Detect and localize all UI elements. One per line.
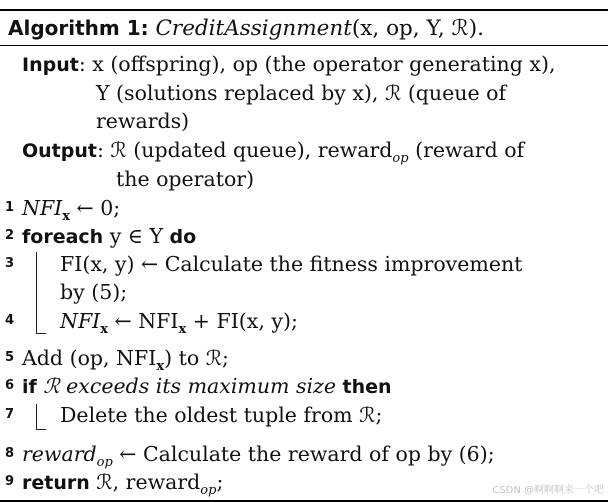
step-8-var: reward	[22, 442, 97, 466]
step-5-sub: x	[156, 359, 165, 375]
line-number: 5	[4, 350, 14, 365]
output-line-2: the operator)	[116, 167, 255, 191]
step-1	[0, 194, 600, 225]
do-keyword: do	[169, 226, 197, 248]
line-number: 8	[4, 446, 14, 461]
if-keyword: if	[22, 376, 37, 398]
line-number: 4	[4, 313, 14, 328]
foreach-body-bar	[36, 252, 37, 334]
step-1-rest: ← 0;	[70, 196, 121, 220]
step-4-var: NFI	[60, 309, 101, 333]
output-line-1-sub: op	[392, 151, 409, 167]
output-line-1: : ℛ (updated queue), reward	[96, 138, 393, 162]
watermark: CSDN @啊啊啊来一个吧	[492, 485, 604, 496]
if-body-bar	[36, 404, 37, 430]
algorithm-name: CreditAssignment	[155, 16, 352, 41]
step-5-tail: ) to ℛ;	[164, 346, 229, 370]
step-9-text: ℛ, reward	[89, 470, 201, 494]
step-3-text: FI(x, y) ← Calculate the fitness improvement	[60, 252, 523, 276]
input-line-1: : x (offspring), op (the operator generating x),	[78, 52, 556, 76]
input-line-2: Y (solutions replaced by x), ℛ (queue of	[96, 81, 507, 105]
step-3-continued	[0, 278, 600, 306]
step-2-text: y ∈ Y	[103, 224, 170, 248]
input-key: Input	[22, 54, 79, 76]
algorithm-title	[8, 11, 484, 45]
step-4-mid: ← NFI	[108, 309, 179, 333]
line-number: 6	[4, 378, 14, 393]
step-7	[0, 401, 600, 429]
line-number: 7	[4, 407, 14, 422]
output-line-1-tail: (reward of	[408, 138, 525, 162]
step-8	[0, 440, 600, 471]
step-8-rest: ← Calculate the reward of op by (6);	[112, 442, 495, 466]
step-2	[0, 222, 600, 250]
input-block	[22, 50, 598, 135]
step-4-rest: + FI(x, y);	[186, 309, 298, 333]
step-1-var: NFI	[22, 196, 63, 220]
step-3-cont-text: by (5);	[60, 280, 128, 304]
step-3	[0, 250, 600, 278]
line-number: 1	[4, 200, 14, 215]
step-9-tail: ;	[216, 470, 224, 494]
step-4-sub-2: x	[178, 322, 187, 338]
then-keyword: then	[342, 376, 392, 398]
step-5-text: Add (op, NFI	[22, 346, 157, 370]
step-7-text: Delete the oldest tuple from ℛ;	[60, 403, 383, 427]
step-8-sub: op	[96, 455, 113, 471]
title-rule	[0, 45, 608, 46]
step-5	[0, 344, 600, 375]
return-keyword: return	[22, 472, 90, 494]
line-number: 3	[4, 256, 14, 271]
output-key: Output	[22, 140, 97, 162]
algorithm-signature: (x, op, Y, ℛ).	[351, 16, 484, 41]
step-1-sub: x	[62, 209, 71, 225]
input-line-3: rewards)	[96, 109, 190, 133]
step-6-condition: ℛ exceeds its maximum size	[36, 374, 343, 398]
step-6	[0, 372, 600, 400]
step-9-sub: op	[200, 483, 217, 499]
if-body-foot	[36, 429, 46, 430]
output-block	[22, 136, 598, 193]
line-number: 2	[4, 228, 14, 243]
foreach-body-foot	[36, 333, 46, 334]
step-4	[0, 307, 600, 338]
line-number: 9	[4, 474, 14, 489]
step-4-sub: x	[100, 322, 109, 338]
algorithm-label: Algorithm 1:	[8, 16, 149, 40]
foreach-keyword: foreach	[22, 226, 104, 248]
